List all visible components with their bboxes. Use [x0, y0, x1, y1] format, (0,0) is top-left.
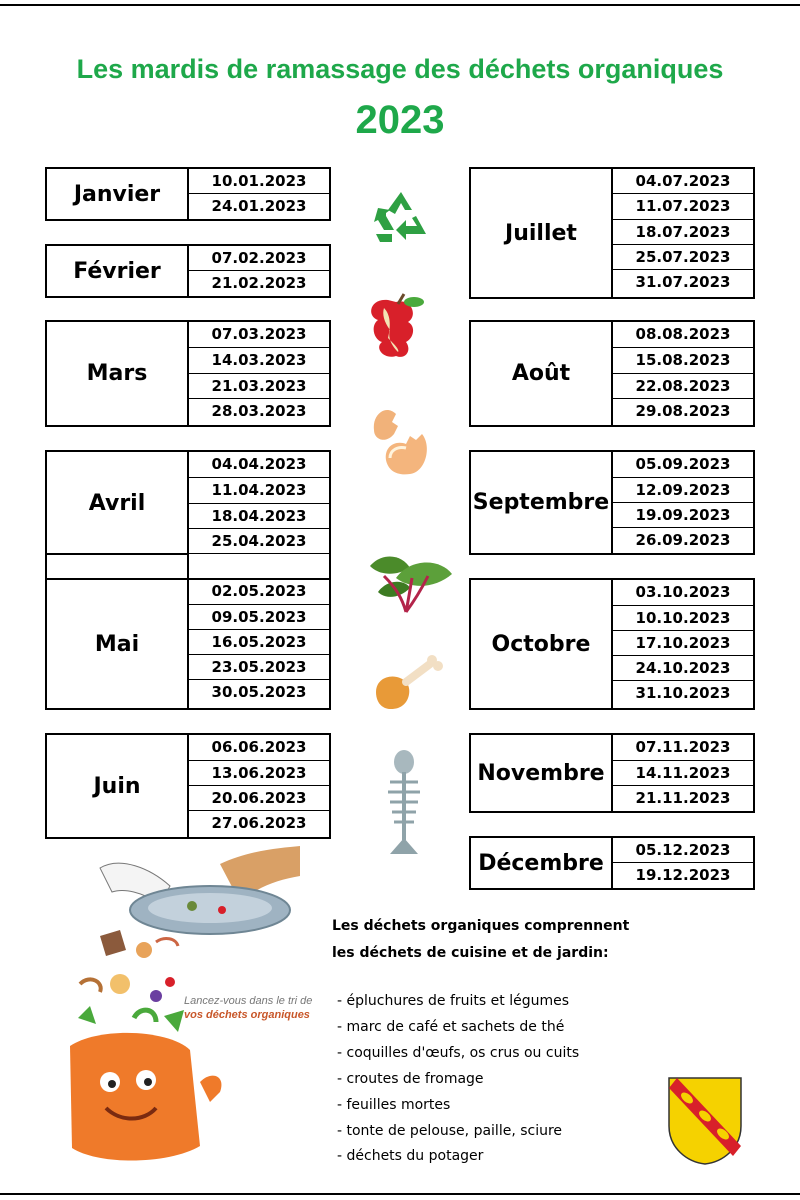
- slogan-line-2: vos déchets organiques: [184, 1009, 310, 1021]
- eggshell-icon: [366, 400, 438, 480]
- page-title: Les mardis de ramassage des déchets organiques: [76, 54, 724, 84]
- date-cell: 25.04.2023: [211, 532, 307, 550]
- month-block-mars: [45, 320, 331, 427]
- info-item: - déchets du potager: [337, 1148, 484, 1164]
- top-border: [0, 4, 800, 6]
- month-block-janvier: [45, 167, 331, 221]
- date-cell: 16.05.2023: [211, 633, 307, 651]
- date-cell: 05.12.2023: [635, 841, 731, 859]
- date-cell: 12.09.2023: [635, 481, 731, 499]
- date-cell: 18.07.2023: [635, 223, 731, 241]
- date-cell: 31.07.2023: [635, 273, 731, 291]
- date-cell: 24.10.2023: [635, 659, 731, 677]
- date-cell: 22.08.2023: [635, 377, 731, 395]
- month-label: Mai: [47, 580, 189, 708]
- date-cell: 11.07.2023: [635, 197, 731, 215]
- date-cell: 28.03.2023: [211, 402, 307, 420]
- month-block-juillet: [469, 167, 755, 299]
- month-label: Décembre: [471, 838, 613, 888]
- month-label: Septembre: [471, 452, 613, 553]
- date-cell: 05.09.2023: [635, 455, 731, 473]
- month-label: Juillet: [471, 169, 613, 297]
- date-cell: 21.11.2023: [635, 789, 731, 807]
- date-cell: 13.06.2023: [211, 764, 307, 782]
- date-cell: 19.09.2023: [635, 506, 731, 524]
- month-label: Novembre: [471, 735, 613, 811]
- recycle-icon: [370, 188, 432, 244]
- date-cell: 14.03.2023: [211, 351, 307, 369]
- date-cell: 15.08.2023: [635, 351, 731, 369]
- date-cell: 17.10.2023: [635, 634, 731, 652]
- fish-bone-icon: [384, 748, 424, 858]
- info-item: - coquilles d'œufs, os crus ou cuits: [337, 1045, 580, 1061]
- info-item: - marc de café et sachets de thé: [337, 1019, 565, 1035]
- month-label: Janvier: [47, 169, 189, 219]
- date-cell: 04.04.2023: [211, 455, 307, 473]
- municipal-crest: [667, 1076, 743, 1166]
- month-block-aout: [469, 320, 755, 427]
- date-cell: 11.04.2023: [211, 481, 307, 499]
- month-label: Juin: [47, 735, 189, 837]
- month-label: Février: [47, 246, 189, 296]
- illustration-slogan: [184, 994, 312, 1022]
- apple-core-icon: [360, 290, 440, 365]
- date-cell: 06.06.2023: [211, 738, 307, 756]
- month-block-decembre: [469, 836, 755, 890]
- date-cell: 29.08.2023: [635, 402, 731, 420]
- date-cell: 30.05.2023: [211, 683, 307, 701]
- chicken-leg-icon: [370, 654, 450, 716]
- beet-leaves-icon: [366, 548, 456, 618]
- date-cell: 27.06.2023: [211, 814, 307, 832]
- month-block-octobre: [469, 578, 755, 710]
- date-cell: 24.01.2023: [211, 197, 307, 215]
- month-block-septembre: [469, 450, 755, 555]
- page-year: 2023: [355, 98, 445, 142]
- date-cell: 19.12.2023: [635, 866, 731, 884]
- date-cell: 25.07.2023: [635, 248, 731, 266]
- info-heading-line-2: les déchets de cuisine et de jardin:: [332, 945, 609, 961]
- date-cell: 21.03.2023: [211, 377, 307, 395]
- info-item: - tonte de pelouse, paille, sciure: [337, 1123, 563, 1139]
- date-cell: 26.09.2023: [635, 531, 731, 549]
- date-cell: 10.01.2023: [211, 172, 307, 190]
- info-item: - croutes de fromage: [337, 1071, 484, 1087]
- month-block-juin: [45, 733, 331, 839]
- date-cell: 07.02.2023: [211, 249, 307, 267]
- info-heading-line-1: Les déchets organiques comprennent: [332, 918, 630, 934]
- date-cell: 21.02.2023: [211, 274, 307, 292]
- date-cell: 04.07.2023: [635, 172, 731, 190]
- date-cell: 31.10.2023: [635, 684, 731, 702]
- date-cell: 08.08.2023: [635, 325, 731, 343]
- month-block-fevrier: [45, 244, 331, 298]
- slogan-line-1: Lancez-vous dans le tri de: [184, 995, 313, 1007]
- month-block-avril: [45, 450, 331, 710]
- bottom-border: [0, 1193, 800, 1195]
- date-cell: 18.04.2023: [211, 507, 307, 525]
- date-cell: 03.10.2023: [635, 583, 731, 601]
- month-label: Août: [471, 322, 613, 425]
- date-cell: 07.11.2023: [635, 738, 731, 756]
- date-cell: 23.05.2023: [211, 658, 307, 676]
- date-cell: 02.05.2023: [211, 582, 307, 600]
- date-cell: 20.06.2023: [211, 789, 307, 807]
- month-block-novembre: [469, 733, 755, 813]
- date-cell: 09.05.2023: [211, 608, 307, 626]
- info-item: - épluchures de fruits et légumes: [337, 993, 570, 1009]
- month-label: Avril: [47, 452, 189, 554]
- month-label: Octobre: [471, 580, 613, 708]
- date-cell: 14.11.2023: [635, 764, 731, 782]
- month-label: Mars: [47, 322, 189, 425]
- date-cell: 07.03.2023: [211, 325, 307, 343]
- info-item: - feuilles mortes: [337, 1097, 451, 1113]
- date-cell: 10.10.2023: [635, 609, 731, 627]
